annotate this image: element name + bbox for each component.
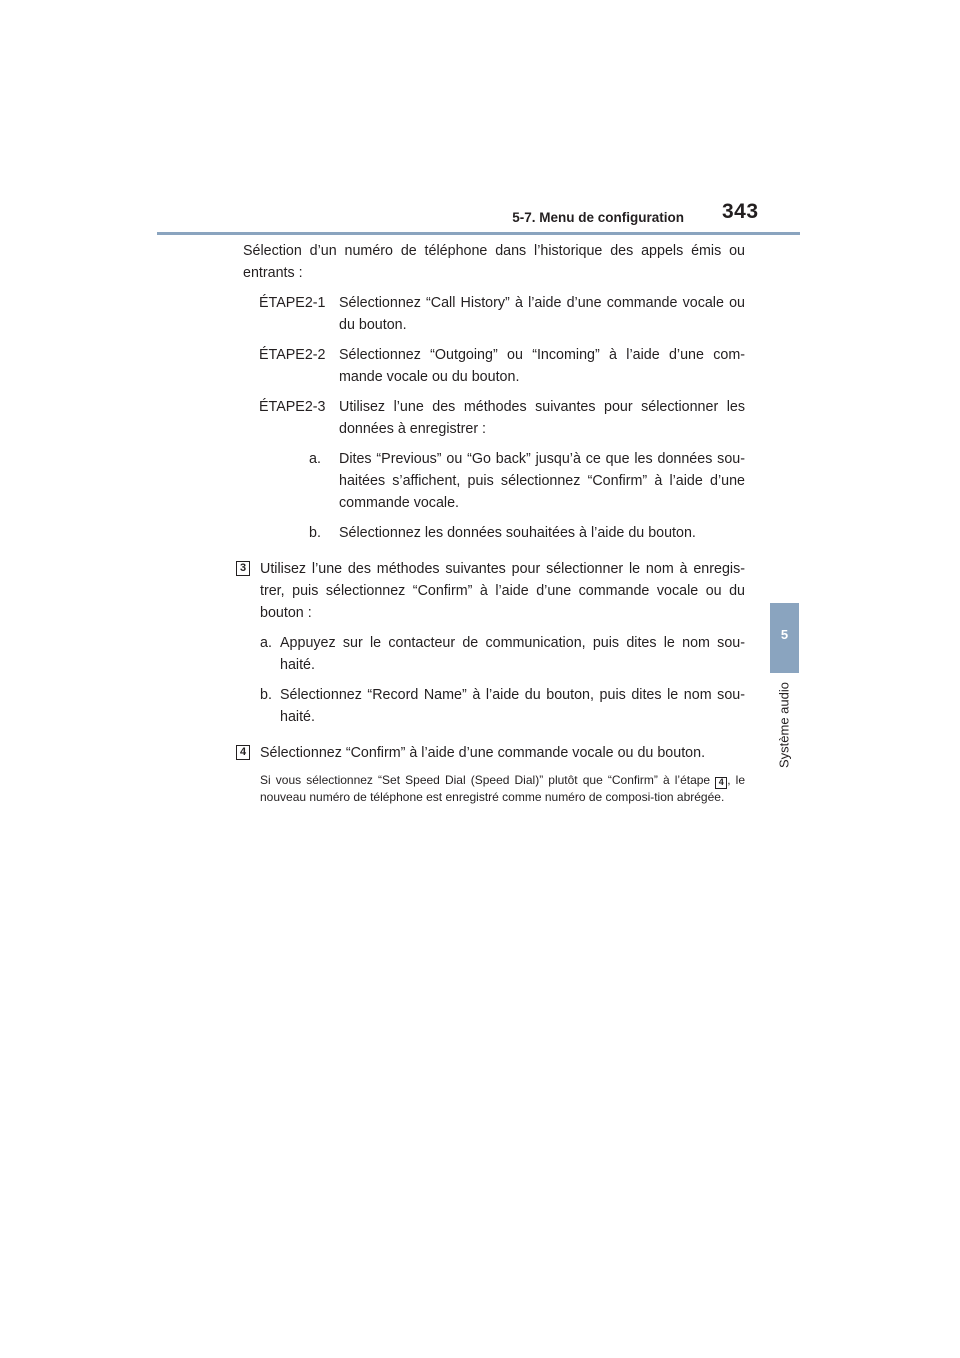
- etape-label: ÉTAPE2-2: [259, 347, 326, 363]
- option-label: b.: [260, 687, 272, 703]
- footnote: [260, 772, 745, 805]
- option-text: Appuyez sur le contacteur de communication, puis dites le nom sou-haité.: [280, 635, 745, 673]
- option-text: Dites “Previous” ou “Go back” jusqu’à ce que les données sou-haitées s’affichent, puis sélectionnez “Confirm” à l’aide d’une commande vocale.: [339, 451, 745, 511]
- intro-paragraph: Sélection d’un numéro de téléphone dans l’historique des appels émis ou entrants :: [243, 243, 745, 281]
- chapter-number: 5: [780, 627, 789, 642]
- section-title: 5-7. Menu de configuration: [512, 210, 684, 225]
- step-text: Sélectionnez “Confirm” à l’aide d’une commande vocale ou du bouton.: [260, 745, 706, 761]
- etape-label: ÉTAPE2-3: [259, 399, 326, 415]
- step-option: [243, 684, 745, 728]
- page-content: [239, 240, 745, 805]
- etape-option: [243, 522, 745, 544]
- option-text: Sélectionnez “Record Name” à l’aide du bouton, puis dites le nom sou-haité.: [280, 687, 745, 725]
- etape-option: [243, 448, 745, 514]
- etape-text: Sélectionnez “Call History” à l’aide d’une commande vocale ou du bouton.: [339, 295, 745, 333]
- option-label: b.: [309, 525, 321, 541]
- option-label: a.: [309, 451, 321, 467]
- step-text: Utilisez l’une des méthodes suivantes pour sélectionner le nom à enregis-trer, puis sélectionnez “Confirm” à l’aide d’une commande vocale ou du bouton :: [260, 561, 745, 621]
- page-number: 343: [722, 200, 759, 223]
- chapter-label: Système audio: [776, 682, 792, 768]
- etape-item: [243, 344, 745, 388]
- step-3: [239, 558, 745, 728]
- option-label: a.: [260, 635, 272, 651]
- step-number-badge: 3: [236, 561, 250, 576]
- step-number-badge: 4: [236, 745, 250, 760]
- header-rule: [157, 232, 800, 235]
- step-4: [239, 742, 745, 764]
- etape-item: [243, 292, 745, 336]
- note-text: , le nouveau numéro de téléphone est enregistré comme numéro de composi-tion abrégée.: [260, 773, 745, 804]
- etape-label: ÉTAPE2-1: [259, 295, 326, 311]
- step-option: [243, 632, 745, 676]
- chapter-tab: [770, 603, 799, 673]
- note-text: Si vous sélectionnez “Set Speed Dial (Speed Dial)” plutôt que “Confirm” à l’étape: [260, 773, 716, 787]
- etape-item: [243, 396, 745, 440]
- option-text: Sélectionnez les données souhaitées à l’aide du bouton.: [339, 525, 696, 541]
- step-reference-badge: 4: [715, 777, 727, 789]
- etape-text: Sélectionnez “Outgoing” ou “Incoming” à l’aide d’une com-mande vocale ou du bouton.: [339, 347, 745, 385]
- etape-text: Utilisez l’une des méthodes suivantes pour sélectionner les données à enregistrer :: [339, 399, 745, 437]
